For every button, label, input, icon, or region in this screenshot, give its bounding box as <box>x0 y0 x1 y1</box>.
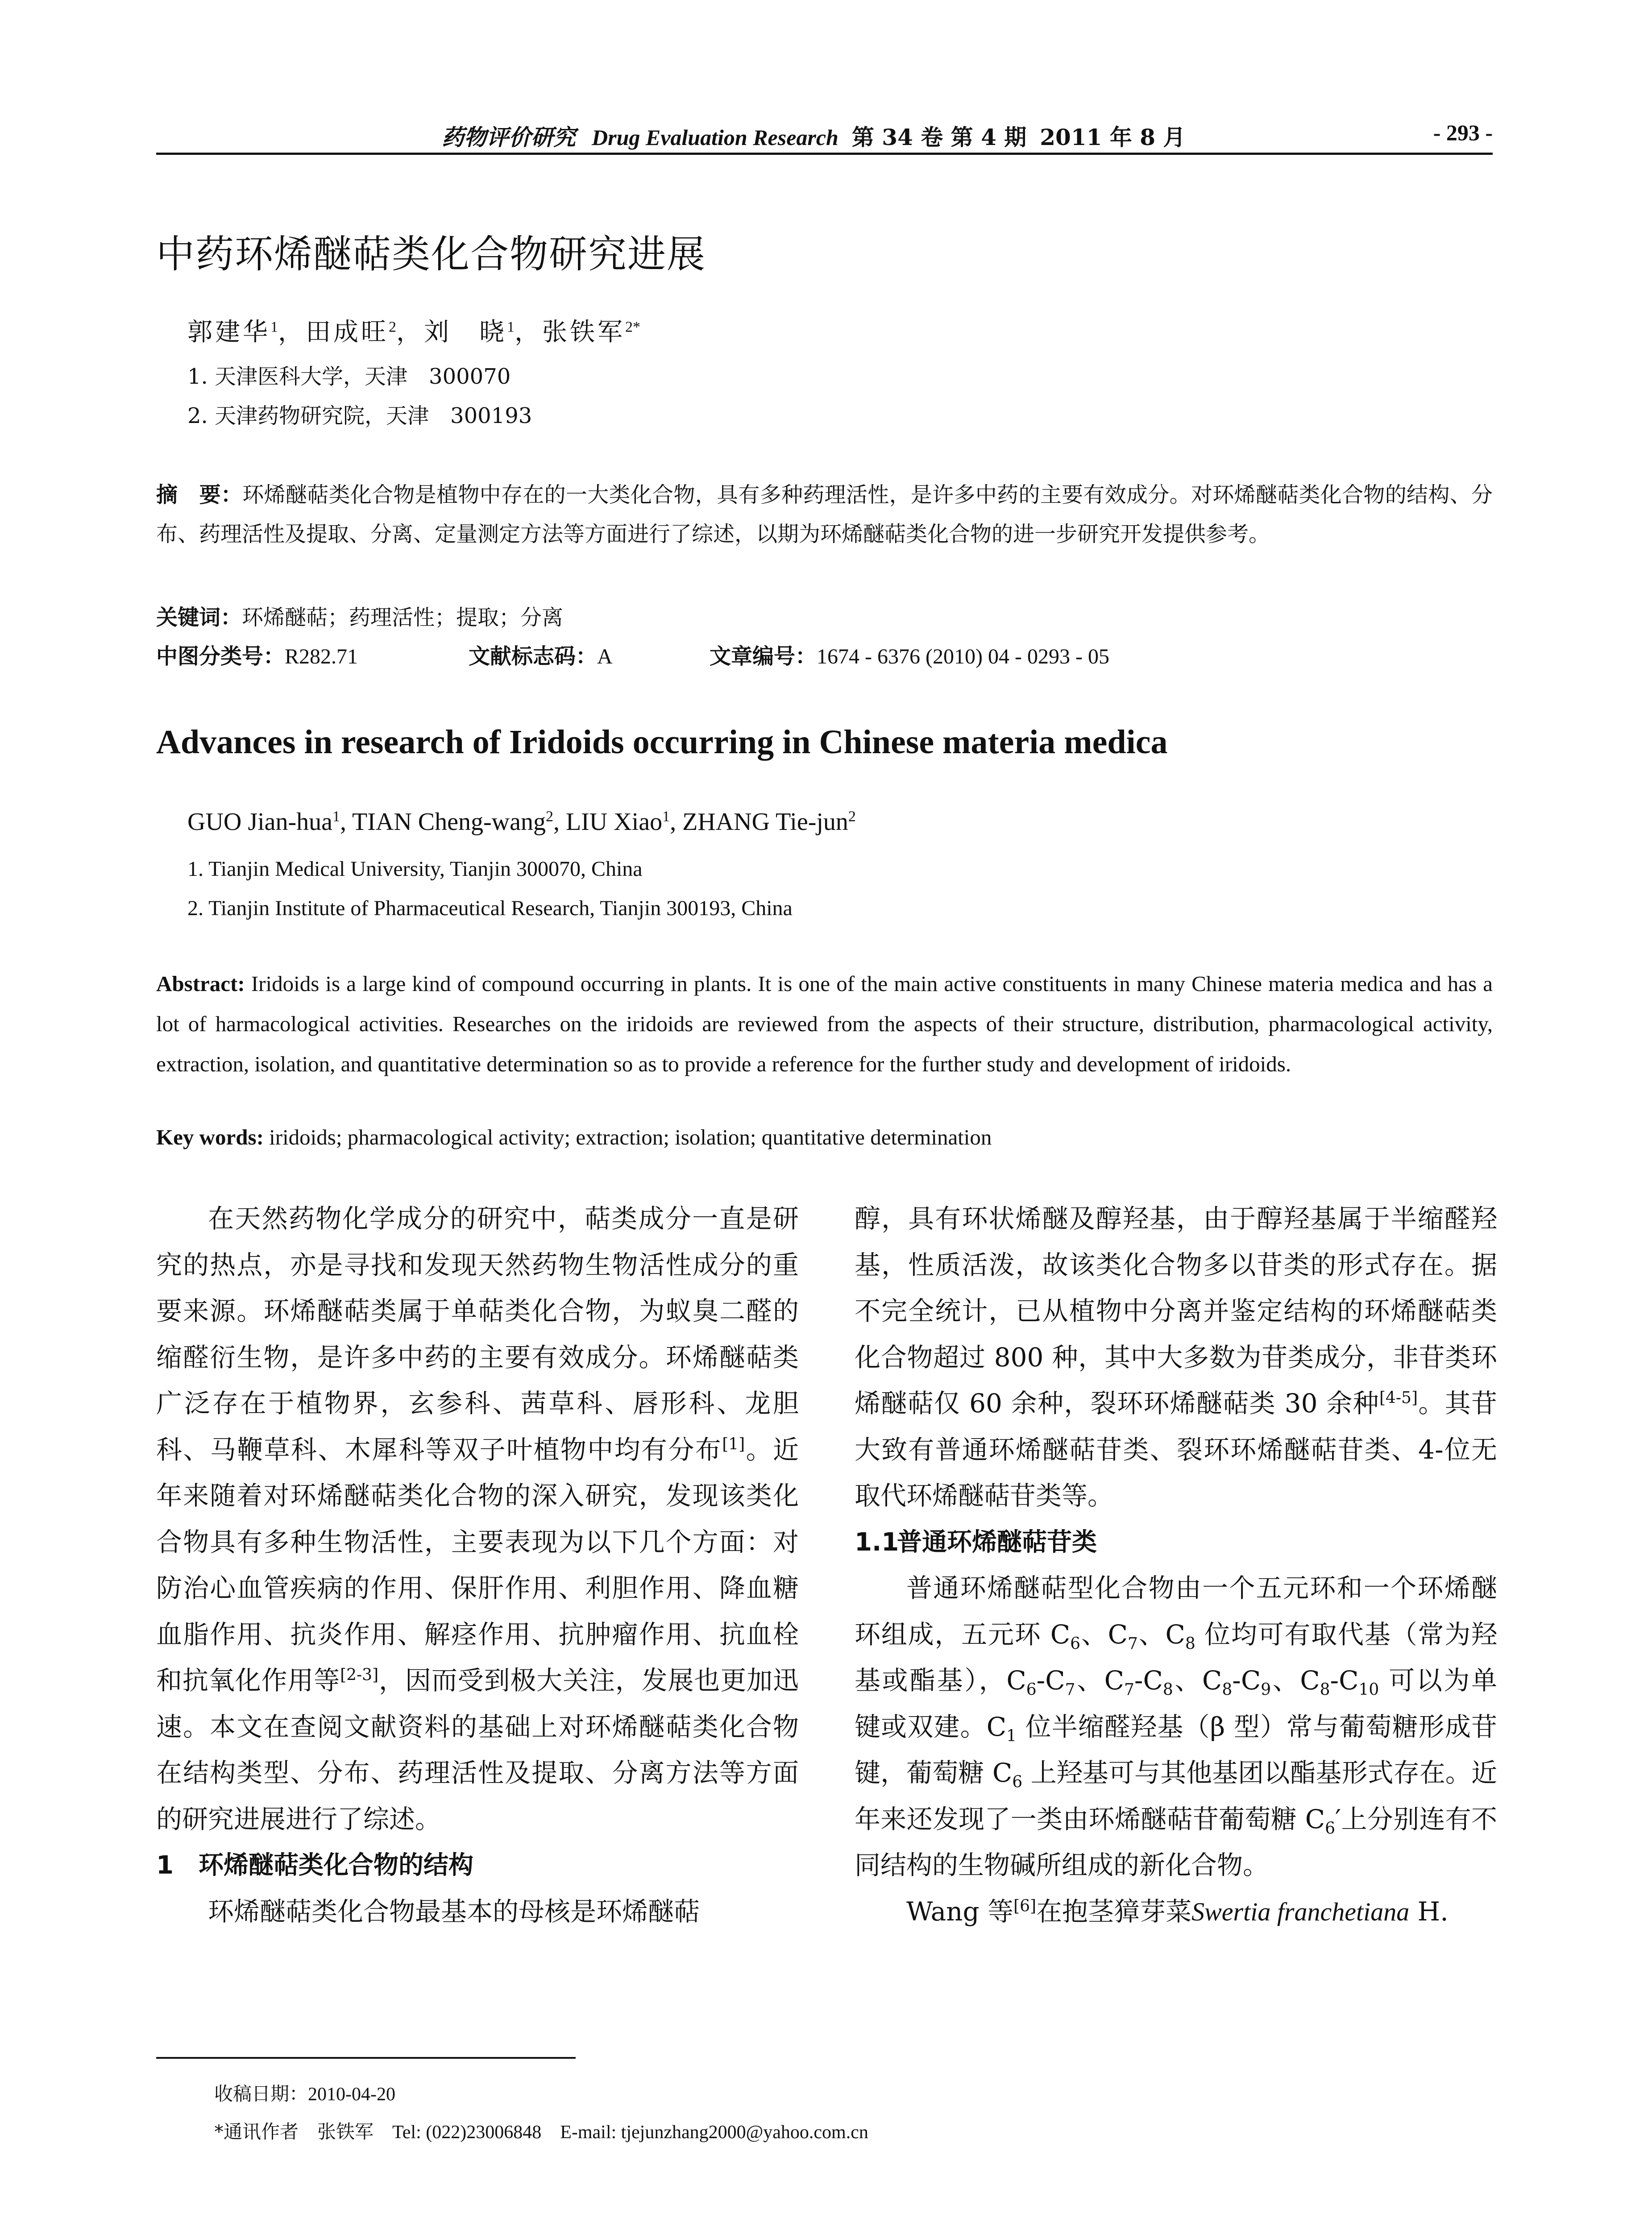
author-sup: 2 <box>848 808 856 825</box>
corresponding-label: *通讯作者 <box>214 2121 299 2143</box>
section-number: 1.1 <box>855 1527 899 1557</box>
journal-name-en: Drug Evaluation Research <box>592 125 838 150</box>
citation: [6] <box>1013 1897 1037 1916</box>
authors-en: GUO Jian-hua$^1$, TIAN Cheng-wang$^2$, LIU Xiao$^1$, ZHANG Tie-jun$^2$ <box>187 808 856 836</box>
body-text: ，因而受到极大关注，发展也更加迅速。本文在查阅文献资料的基础上对环烯醚萜类化合物在结构类型、分布、药理活性及提取、分离方法等方面的研究进展进行了综述。 <box>156 1665 799 1834</box>
section-title: 环烯醚萜类化合物的结构 <box>199 1851 473 1880</box>
author-en: ZHANG Tie-jun <box>682 808 848 836</box>
subsection-heading <box>855 1519 1497 1566</box>
abstract-en <box>156 964 1493 1084</box>
keywords-cn-label: 关键词： <box>156 605 242 630</box>
article-number-label: 文章编号： <box>710 644 817 669</box>
body-text: 。其苷大致有普通环烯醚萜苷类、裂环环烯醚萜苷类、4-位无取代环烯醚萜苷类等。 <box>855 1388 1497 1511</box>
author-sup: 2 <box>545 808 553 825</box>
page-number: - 293 - <box>1433 120 1493 145</box>
running-header <box>156 117 1493 153</box>
clc-label: 中图分类号： <box>156 644 285 669</box>
affiliation-en: 1. Tianjin Medical University, Tianjin 300070, China <box>187 857 643 881</box>
author-en: GUO Jian-hua <box>187 808 333 836</box>
subscript: 7 <box>1124 1680 1134 1699</box>
body-text: H. <box>1409 1896 1449 1927</box>
footnote-rule <box>156 2057 576 2059</box>
subscript: 10 <box>1358 1680 1379 1699</box>
body-text: 在天然药物化学成分的研究中，萜类成分一直是研究的热点，亦是寻找和发现天然药物生物活性成分的重要来源。环烯醚萜类属于单萜类化合物，为蚁臭二醛的缩醛衍生物，是许多中药的主要有效成分。环烯醚萜类广泛存在于植物界，玄参科、茜草科、唇形科、龙胆科、马鞭草科、木犀科等双子叶植物中均有分布 <box>156 1203 799 1465</box>
author-cn: 张铁军 <box>542 318 625 347</box>
author-sup: 2 <box>389 319 396 336</box>
footnote-received <box>214 2079 395 2106</box>
abstract-cn <box>156 475 1493 554</box>
keywords-en-label: Key words: <box>156 1125 264 1149</box>
subscript: 7 <box>1128 1634 1138 1653</box>
subscript: 1 <box>1006 1727 1017 1746</box>
doc-code-value: A <box>597 645 613 668</box>
body-text: Wang 等 <box>906 1896 1014 1927</box>
author-cn: 刘 晓 <box>424 318 507 347</box>
author-en: TIAN Cheng-wang <box>352 808 546 836</box>
subscript: 9 <box>1261 1680 1271 1699</box>
keywords-en <box>156 1124 992 1150</box>
body-text: ′上分别连有不同结构的生物碱所组成的新化合物。 <box>855 1804 1497 1880</box>
author-cn: 田成旺 <box>306 318 389 347</box>
section-heading <box>156 1842 799 1889</box>
body-text: 。近年来随着对环烯醚萜类化合物的深入研究，发现该类化合物具有多种生物活性，主要表现为以下几个方面：对防治心血管疾病的作用、保肝作用、利胆作用、降血糖血脂作用、抗炎作用、解痉作用、抗肿瘤作用、抗血栓和抗氧化作用等 <box>156 1434 799 1696</box>
body-paragraph <box>855 1889 1497 1935</box>
body-text: 醇，具有环状烯醚及醇羟基，由于醇羟基属于半缩醛羟基，性质活泼，故该类化合物多以苷类的形式存在。据不完全统计，已从植物中分离并鉴定结构的环烯醚萜类化合物超过 800 种，其中大多数为苷类成分，非苷类环烯醚萜仅 60 余种，裂环环烯醚萜类 30 余种 <box>855 1203 1497 1418</box>
corresponding-info: 张铁军 Tel: (022)23006848 E-mail: tjejunzhang2000@yahoo.com.cn <box>317 2122 868 2143</box>
journal-name-cn: 药物评价研究 <box>442 124 576 150</box>
body-text: 、C <box>1173 1665 1222 1696</box>
volume-issue: 第 34 卷 第 4 期 <box>851 124 1027 150</box>
issue-date: 2011 年 8 月 <box>1040 124 1186 150</box>
body-paragraph <box>156 1889 799 1935</box>
subscript: 8 <box>1320 1680 1330 1699</box>
body-text: 普通环烯醚萜型化合物由一个五元环和一个环烯醚环组成，五元环 C <box>855 1573 1497 1650</box>
body-text: 环烯醚萜类化合物最基本的母核是环烯醚萜 <box>208 1896 700 1927</box>
body-paragraph <box>855 1196 1497 1519</box>
body-paragraph <box>156 1196 799 1842</box>
authors-cn: 郭建华$^1$，田成旺$^2$，刘 晓$^1$，张铁军$^{2*}$ <box>187 318 640 347</box>
author-sup: 2* <box>625 319 640 336</box>
keywords-en-text: iridoids; pharmacological activity; extraction; isolation; quantitative determination <box>269 1125 992 1149</box>
body-text: -C <box>1134 1665 1163 1696</box>
subscript: 6 <box>1070 1634 1081 1653</box>
title-cn: 中药环烯醚萜类化合物研究进展 <box>156 232 706 277</box>
affiliation-cn: 2. 天津药物研究院，天津 300193 <box>187 403 532 428</box>
body-text: 位半缩醛羟基（β 型）常与葡萄糖形成苷键，葡萄糖 C <box>855 1711 1498 1788</box>
subscript: 8 <box>1185 1634 1195 1653</box>
species-name: Swertia franchetiana <box>1191 1897 1410 1926</box>
body-text: 、C <box>1137 1619 1185 1650</box>
footnote-corresponding <box>214 2117 868 2144</box>
abstract-cn-label: 摘 要： <box>156 482 243 507</box>
citation: [4-5] <box>1379 1389 1418 1407</box>
body-text: 、C <box>1080 1619 1128 1650</box>
affiliation-cn: 1. 天津医科大学，天津 300070 <box>187 364 511 389</box>
author-sup: 1 <box>270 319 278 336</box>
classification-line <box>156 639 358 670</box>
section-number: 1 <box>156 1851 174 1880</box>
body-text: 、C <box>1075 1665 1125 1696</box>
article-number-line <box>710 639 1109 670</box>
body-text: 位均可有取代基（常为羟基或酯基），C <box>855 1619 1497 1696</box>
doc-code-label: 文献标志码： <box>469 644 598 669</box>
body-text: 可以为单键或双建。C <box>855 1665 1497 1742</box>
abstract-en-text: Iridoids is a large kind of compound occurring in plants. It is one of the main active constituents in many Chinese materia medica and has a lot of harmacological activities. Researches on the iridoids are reviewed from the aspects of their structure, distribution, pharmacological activity, extraction, isolation, and quantitative determination so as to provide a reference for the further study and development of iridoids. <box>156 971 1493 1076</box>
received-label: 收稿日期： <box>214 2083 308 2105</box>
author-cn: 郭建华 <box>187 318 270 347</box>
author-sup: 1 <box>662 808 670 825</box>
subscript: 6 <box>1012 1773 1023 1791</box>
subscript: 6 <box>1325 1819 1336 1838</box>
subscript: 6 <box>1026 1680 1037 1699</box>
abstract-en-label: Abstract: <box>156 971 245 996</box>
article-number-value: 1674 - 6376 (2010) 04 - 0293 - 05 <box>817 645 1109 668</box>
body-text: -C <box>1232 1665 1261 1696</box>
body-column-right <box>855 1196 1497 1935</box>
body-text: -C <box>1036 1665 1065 1696</box>
title-en: Advances in research of Iridoids occurring in Chinese materia medica <box>156 723 1168 761</box>
body-paragraph <box>855 1565 1497 1889</box>
subscript: 8 <box>1162 1680 1173 1699</box>
section-title: 普通环烯醚萜苷类 <box>897 1527 1097 1557</box>
body-column-left <box>156 1196 799 1935</box>
keywords-cn-text: 环烯醚萜；药理活性；提取；分离 <box>242 605 564 630</box>
affiliation-en: 2. Tianjin Institute of Pharmaceutical Research, Tianjin 300193, China <box>187 896 793 920</box>
abstract-cn-text: 环烯醚萜类化合物是植物中存在的一大类化合物，具有多种药理活性，是许多中药的主要有效成分。对环烯醚萜类化合物的结构、分布、药理活性及提取、分离、定量测定方法等方面进行了综述，以期为环烯醚萜类化合物的进一步研究开发提供参考。 <box>156 482 1493 547</box>
body-text: -C <box>1330 1665 1359 1696</box>
keywords-cn <box>156 600 563 631</box>
subscript: 7 <box>1065 1680 1075 1699</box>
header-rule <box>156 153 1493 155</box>
author-sup: 1 <box>332 808 340 825</box>
received-date: 2010-04-20 <box>308 2084 395 2105</box>
running-header-center <box>442 120 1185 152</box>
citation: [2-3] <box>340 1666 379 1684</box>
body-text: 上羟基可与其他基团以酯基形式存在。近年来还发现了一类由环烯醚萜苷葡萄糖 C <box>855 1758 1497 1834</box>
doc-code-line <box>469 639 613 670</box>
clc-value: R282.71 <box>285 645 358 668</box>
author-sup: 1 <box>507 319 515 336</box>
body-text: 、C <box>1271 1665 1320 1696</box>
body-text: 在抱茎獐芽菜 <box>1036 1896 1192 1927</box>
subscript: 8 <box>1222 1680 1233 1699</box>
author-en: LIU Xiao <box>565 808 663 836</box>
citation: [1] <box>722 1435 745 1454</box>
